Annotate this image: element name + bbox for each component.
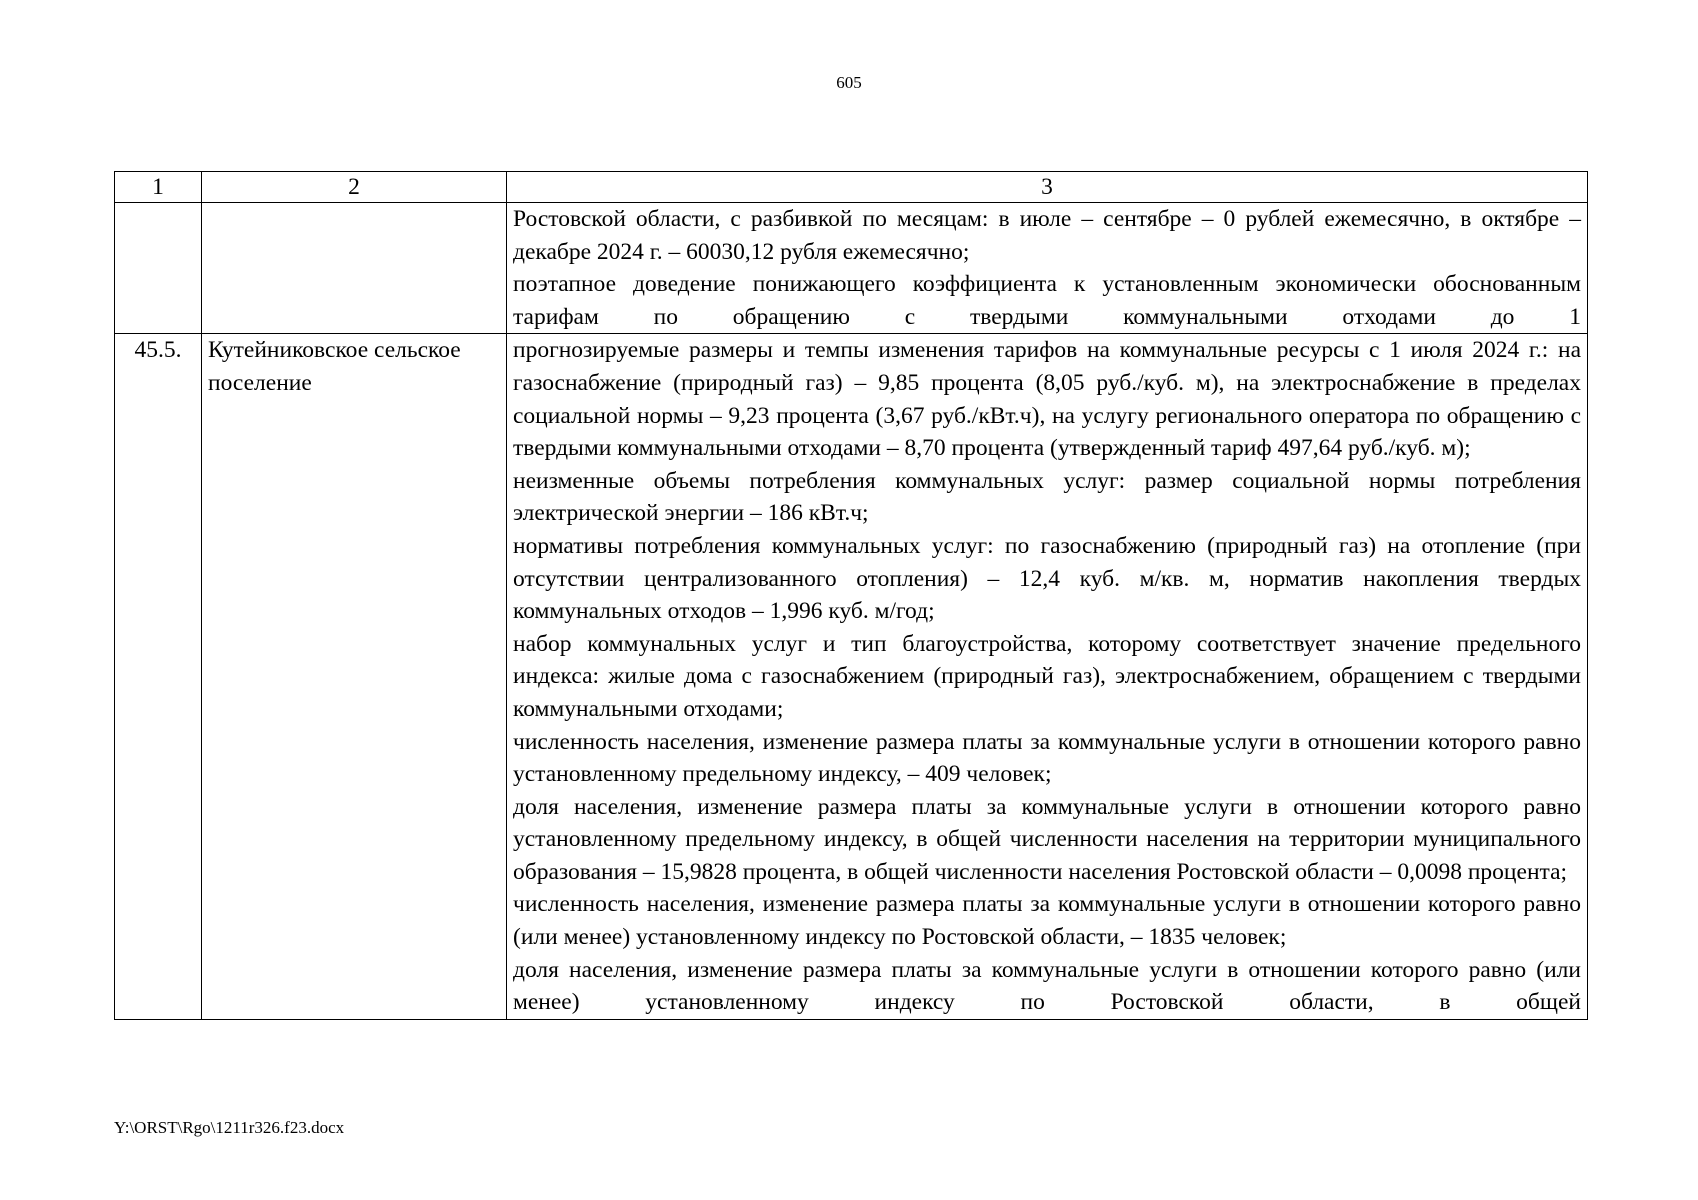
table-row-continued (115, 203, 1588, 334)
table-row-45-5 (115, 334, 1588, 1019)
paragraph: доля населения, изменение размера платы за коммунальные услуги в отношении которого равно установленному предельному индексу, в общей численности населения на территории муниципального образования – 15,9828 процента, в общей численности населения Ростовской области – 0,0098 процента; (513, 793, 1581, 885)
paragraph: поэтапное доведение понижающего коэффициента к установленным экономически обоснованным тарифам по обращению с твердыми коммунальными отходами до 1 (513, 271, 1581, 330)
paragraph: нормативы потребления коммунальных услуг: по газоснабжению (природный газ) на отопление (при отсутствии централизованного отопления) – 12,4 куб. м/кв. м, норматив накопления твердых коммунальных отходов – 1,996 куб. м/год; (513, 532, 1581, 625)
column-header-1: 1 (115, 172, 202, 203)
page-number: 605 (836, 73, 862, 92)
paragraph: численность населения, изменение размера платы за коммунальные услуги в отношении которого равно установленному предельному индексу, – 409 человек; (513, 728, 1581, 788)
paragraph: набор коммунальных услуг и тип благоустройства, которому соответствует значение предельного индекса: жилые дома с газоснабжением (природный газ), электроснабжением, обращением с твердыми коммунальными отходами; (513, 630, 1581, 722)
row-number: 45.5. (115, 334, 202, 1019)
paragraph: прогнозируемые размеры и темпы изменения тарифов на коммунальные ресурсы с 1 июля 2024 г.: на газоснабжение (природный газ) – 9,85 процента (8,05 руб./куб. м), на электроснабжение в пределах социальной нормы – 9,23 процента (3,67 руб./кВт.ч), на услугу регионального оператора по обращению с твердыми коммунальными отходами – 8,70 процента (утвержденный тариф 497,64 руб./куб. м); (513, 337, 1581, 462)
file-path-footer: Y:\ORST\Rgo\1211r326.f23.docx (114, 1118, 345, 1137)
table-header-row (115, 172, 1588, 203)
row-number-cell (115, 203, 202, 334)
row-name-cell (202, 203, 507, 334)
column-header-3: 3 (507, 172, 1588, 203)
paragraph: Ростовской области, с разбивкой по месяцам: в июле – сентябре – 0 рублей ежемесячно, в октябре – декабре 2024 г. – 60030,12 рубля ежемесячно; (513, 206, 1581, 265)
settlement-name: Кутейниковское сельское поселение (202, 334, 507, 1019)
row-text-cell (507, 334, 1588, 1019)
tariff-table (114, 171, 1588, 1020)
column-header-2: 2 (202, 172, 507, 203)
paragraph: численность населения, изменение размера платы за коммунальные услуги в отношении которого равно (или менее) установленному индексу по Ростовской области, – 1835 человек; (513, 891, 1581, 951)
row-text-cell (507, 203, 1588, 334)
paragraph: доля населения, изменение размера платы за коммунальные услуги в отношении которого равно (или менее) установленному индексу по Ростовской области, в общей (513, 956, 1581, 1016)
paragraph: неизменные объемы потребления коммунальных услуг: размер социальной нормы потребления электрической энергии – 186 кВт.ч; (513, 467, 1581, 527)
